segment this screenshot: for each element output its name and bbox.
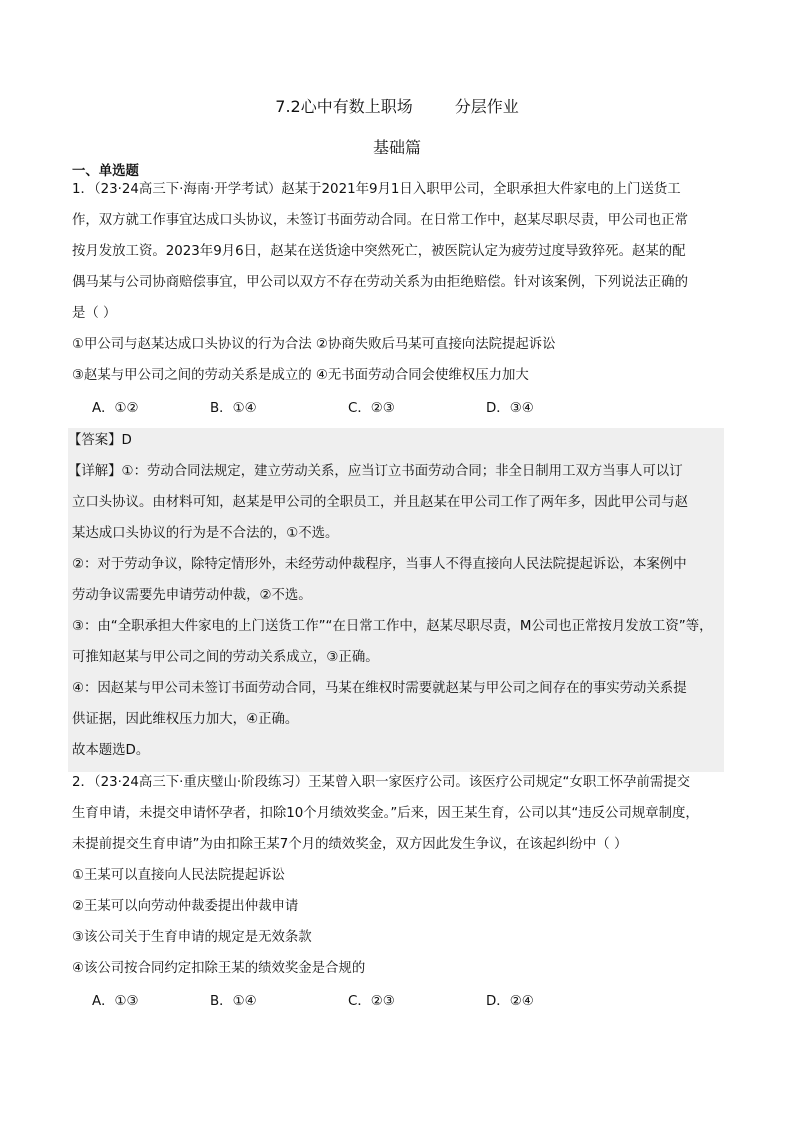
q1-line: 按月发放工资。2023年9月6日，赵某在送货途中突然死亡，被医院认定为疲劳过度导致猝死。赵某的配 [72, 244, 686, 259]
q2-statement: ①王某可以直接向人民法院提起诉讼 [72, 868, 285, 883]
q1-statement: ①甲公司与赵某达成口头协议的行为合法 ②协商失败后马某可直接向法院提起诉讼 [72, 337, 556, 352]
q1-statement: ③赵某与甲公司之间的劳动关系是成立的 ④无书面劳动合同会使维权压力加大 [72, 368, 529, 383]
q1-detail-line: 立口头协议。由材料可知，赵某是甲公司的全职员工，并且赵某在甲公司工作了两年多，因此甲公司与赵 [72, 495, 688, 510]
q1-detail-line: ④：因赵某与甲公司未签订书面劳动合同，马某在维权时需要就赵某与甲公司之间存在的事实劳动关系提 [72, 681, 687, 696]
option-d: D．③④ [486, 401, 534, 416]
q1-detail-line: 劳动争议需要先申请劳动仲裁，②不选。 [72, 588, 312, 603]
option-a: A．①③ [92, 994, 139, 1009]
q1-detail-line: 某达成口头协议的行为是不合法的，①不选。 [72, 526, 339, 541]
q1-line: 1．（23·24高三下·海南·开学考试）赵某于2021年9月1日入职甲公司，全职承担大件家电的上门送货工 [72, 182, 681, 197]
q1-detail-line: 故本题选D。 [72, 743, 150, 758]
q2-statement: ③该公司关于生育申请的规定是无效条款 [72, 930, 312, 945]
option-c: C．②③ [348, 401, 395, 416]
q1-line: 是（ ） [72, 306, 117, 321]
q1-detail-line: ③：由“全职承担大件家电的上门送货工作”“在日常工作中，赵某尽职尽责，M公司也正常按月发放工资”等， [72, 619, 713, 634]
q1-answer: 【答案】D [68, 433, 132, 448]
level-heading: 基础篇 [372, 138, 421, 157]
q1-detail-line: ②：对于劳动争议，除特定情形外，未经劳动仲裁程序，当事人不得直接向人民法院提起诉讼，本案例中 [72, 557, 687, 572]
page-title [0, 97, 794, 117]
q2-line: 生育申请，未提交申请怀孕者，扣除10个月绩效奖金。”后来，因王某生育，公司以其“违反公司规章制度， [72, 806, 699, 821]
q1-detail-line: 可推知赵某与甲公司之间的劳动关系成立，③正确。 [72, 650, 379, 665]
title-suffix: 分层作业 [454, 97, 519, 116]
q2-statement: ②王某可以向劳动仲裁委提出仲裁申请 [72, 899, 299, 914]
option-b: B．①④ [210, 401, 257, 416]
option-a: A．①② [92, 401, 139, 416]
option-d: D．②④ [486, 994, 534, 1009]
option-c: C．②③ [348, 994, 395, 1009]
q2-statement: ④该公司按合同约定扣除王某的绩效奖金是合规的 [72, 961, 366, 976]
option-b: B．①④ [210, 994, 257, 1009]
section-heading: 一、单选题 [72, 164, 139, 179]
q1-detail-line: 供证据，因此维权压力加大，④正确。 [72, 712, 299, 727]
q1-line: 偶马某与公司协商赔偿事宜，甲公司以双方不存在劳动关系为由拒绝赔偿。针对该案例，下列说法正确的 [72, 275, 688, 290]
q2-options [92, 993, 612, 1011]
q1-line: 作，双方就工作事宜达成口头协议，未签订书面劳动合同。在日常工作中，赵某尽职尽责，甲公司也正常 [72, 213, 688, 228]
q1-detail-line: 【详解】①：劳动合同法规定，建立劳动关系，应当订立书面劳动合同；非全日制用工双方当事人可以订 [68, 464, 683, 479]
q2-line: 未提前提交生育申请”为由扣除王某7个月的绩效奖金，双方因此发生争议，在该起纠纷中（ ） [72, 837, 628, 852]
q2-line: 2．（23·24高三下·重庆璧山·阶段练习）王某曾入职一家医疗公司。该医疗公司规定“女职工怀孕前需提交 [72, 775, 691, 790]
q1-options [92, 400, 612, 418]
title-main: 7.2心中有数上职场 [275, 97, 413, 116]
